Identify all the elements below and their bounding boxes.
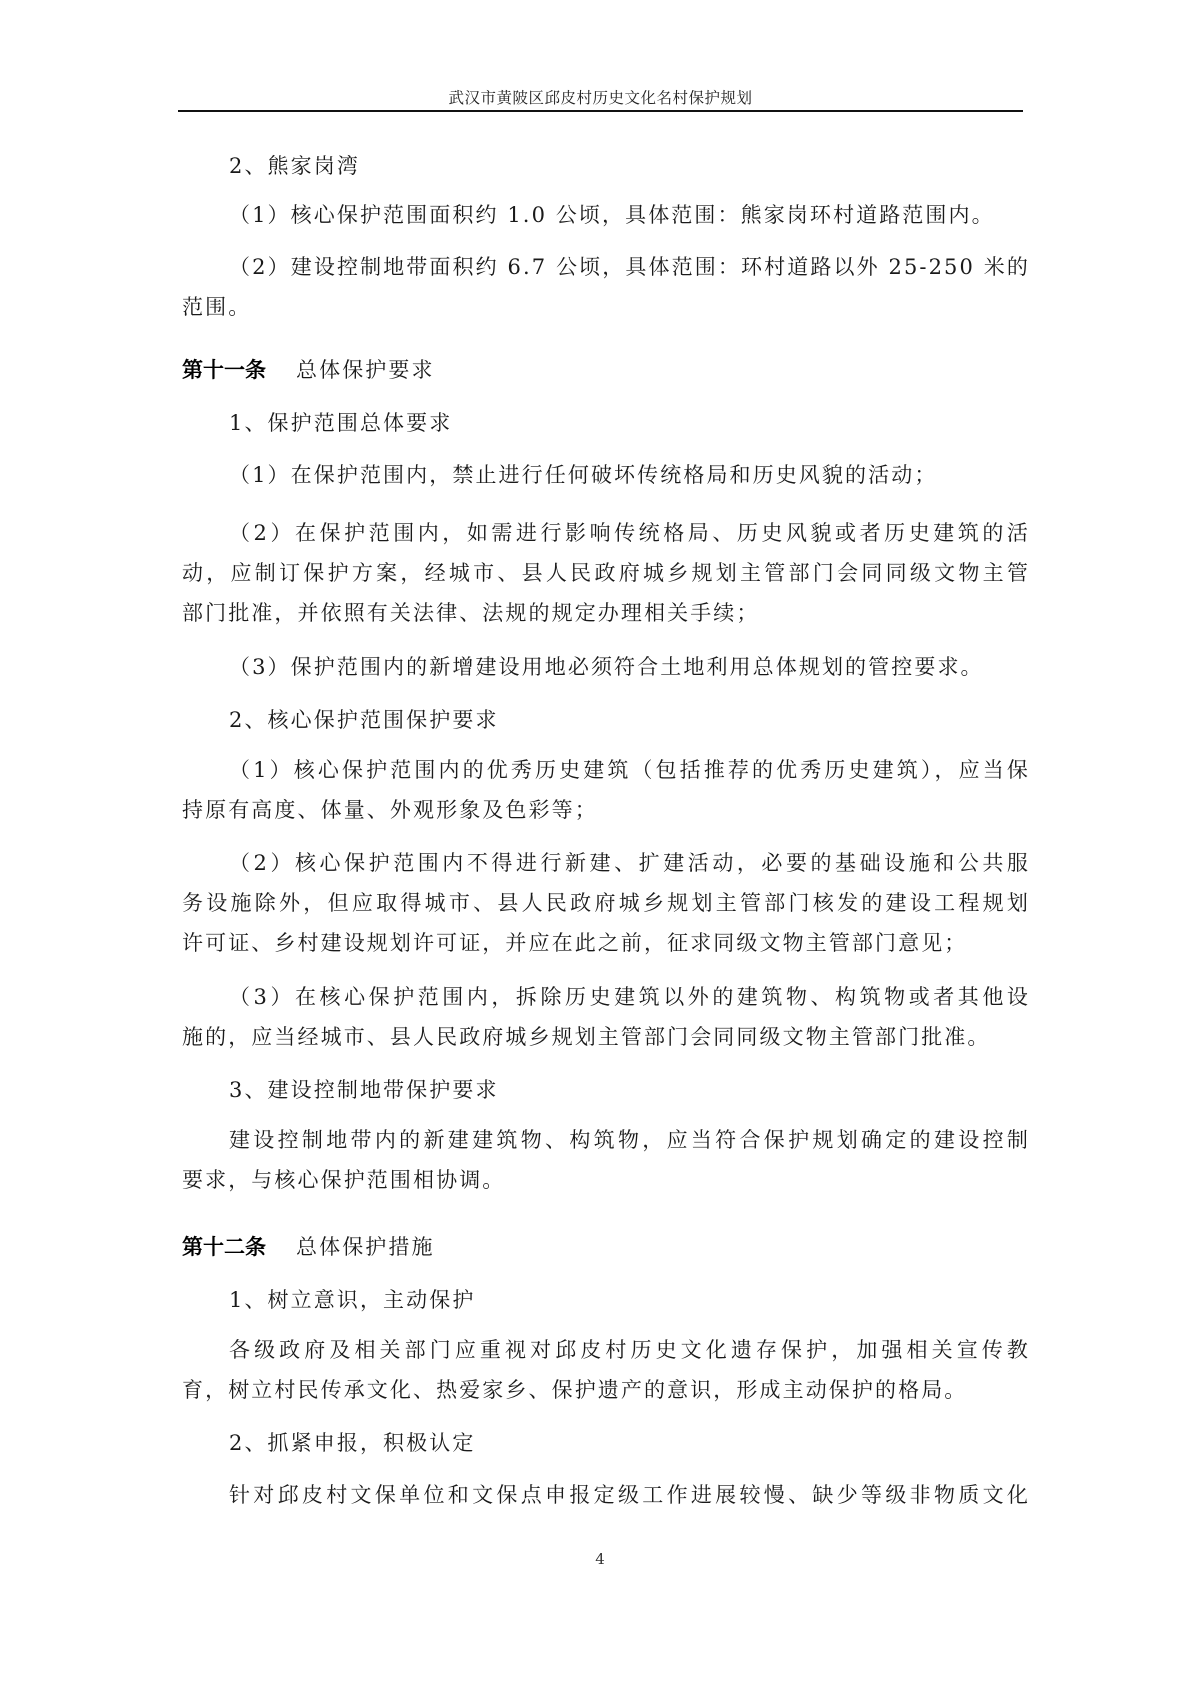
- paragraph-line: 持原有高度、体量、外观形象及色彩等；: [182, 798, 598, 822]
- paragraph-line: （3）在核心保护范围内，拆除历史建筑以外的建筑物、构筑物或者其他设: [229, 985, 1030, 1009]
- paragraph-line: （1）核心保护范围面积约 1.0 公顷，具体范围：熊家岗环村道路范围内。: [229, 203, 995, 227]
- paragraph-line: （3）保护范围内的新增建设用地必须符合土地利用总体规划的管控要求。: [229, 655, 984, 679]
- paragraph-line: 许可证、乡村建设规划许可证，并应在此之前，征求同级文物主管部门意见；: [182, 931, 968, 955]
- article-heading-12: [182, 1233, 1032, 1261]
- paragraph-line: 针对邱皮村文保单位和文保点申报定级工作进展较慢、缺少等级非物质文化: [229, 1483, 1030, 1507]
- section-heading: 1、树立意识，主动保护: [229, 1288, 476, 1312]
- paragraph-line: （2）核心保护范围内不得进行新建、扩建活动，必要的基础设施和公共服: [229, 851, 1030, 875]
- section-heading: 2、抓紧申报，积极认定: [229, 1431, 476, 1455]
- section-heading: 1、保护范围总体要求: [229, 411, 453, 435]
- section-heading: 2、核心保护范围保护要求: [229, 708, 499, 732]
- paragraph-line: 各级政府及相关部门应重视对邱皮村历史文化遗存保护，加强相关宣传教: [229, 1338, 1030, 1362]
- paragraph-line: 范围。: [182, 295, 252, 319]
- paragraph-line: （2）在保护范围内，如需进行影响传统格局、历史风貌或者历史建筑的活: [229, 521, 1030, 545]
- article-number: 第十一条: [182, 357, 266, 382]
- paragraph-line: 育，树立村民传承文化、热爱家乡、保护遗产的意识，形成主动保护的格局。: [182, 1378, 968, 1402]
- page-number: 4: [595, 1550, 605, 1568]
- paragraph-line: （1）核心保护范围内的优秀历史建筑（包括推荐的优秀历史建筑），应当保: [229, 758, 1030, 782]
- paragraph-line: 务设施除外，但应取得城市、县人民政府城乡规划主管部门核发的建设工程规划: [182, 891, 1030, 915]
- article-title: 总体保护措施: [296, 1235, 435, 1259]
- running-header: 武汉市黄陂区邱皮村历史文化名村保护规划: [448, 89, 753, 107]
- paragraph-line: 要求，与核心保护范围相协调。: [182, 1168, 506, 1192]
- paragraph-line: 动，应制订保护方案，经城市、县人民政府城乡规划主管部门会同同级文物主管: [182, 561, 1030, 585]
- section-heading: 3、建设控制地带保护要求: [229, 1078, 499, 1102]
- paragraph-line: （1）在保护范围内，禁止进行任何破坏传统格局和历史风貌的活动；: [229, 463, 938, 487]
- article-title: 总体保护要求: [296, 358, 435, 382]
- section-heading: 2、熊家岗湾: [229, 154, 360, 178]
- paragraph-line: （2）建设控制地带面积约 6.7 公顷，具体范围：环村道路以外 25-250 米的: [229, 255, 1030, 279]
- article-number: 第十二条: [182, 1234, 266, 1259]
- header-rule: [178, 110, 1023, 112]
- paragraph-line: 施的，应当经城市、县人民政府城乡规划主管部门会同同级文物主管部门批准。: [182, 1025, 991, 1049]
- paragraph-line: 部门批准，并依照有关法律、法规的规定办理相关手续；: [182, 601, 760, 625]
- article-heading-11: [182, 356, 1032, 384]
- paragraph-line: 建设控制地带内的新建建筑物、构筑物，应当符合保护规划确定的建设控制: [229, 1128, 1030, 1152]
